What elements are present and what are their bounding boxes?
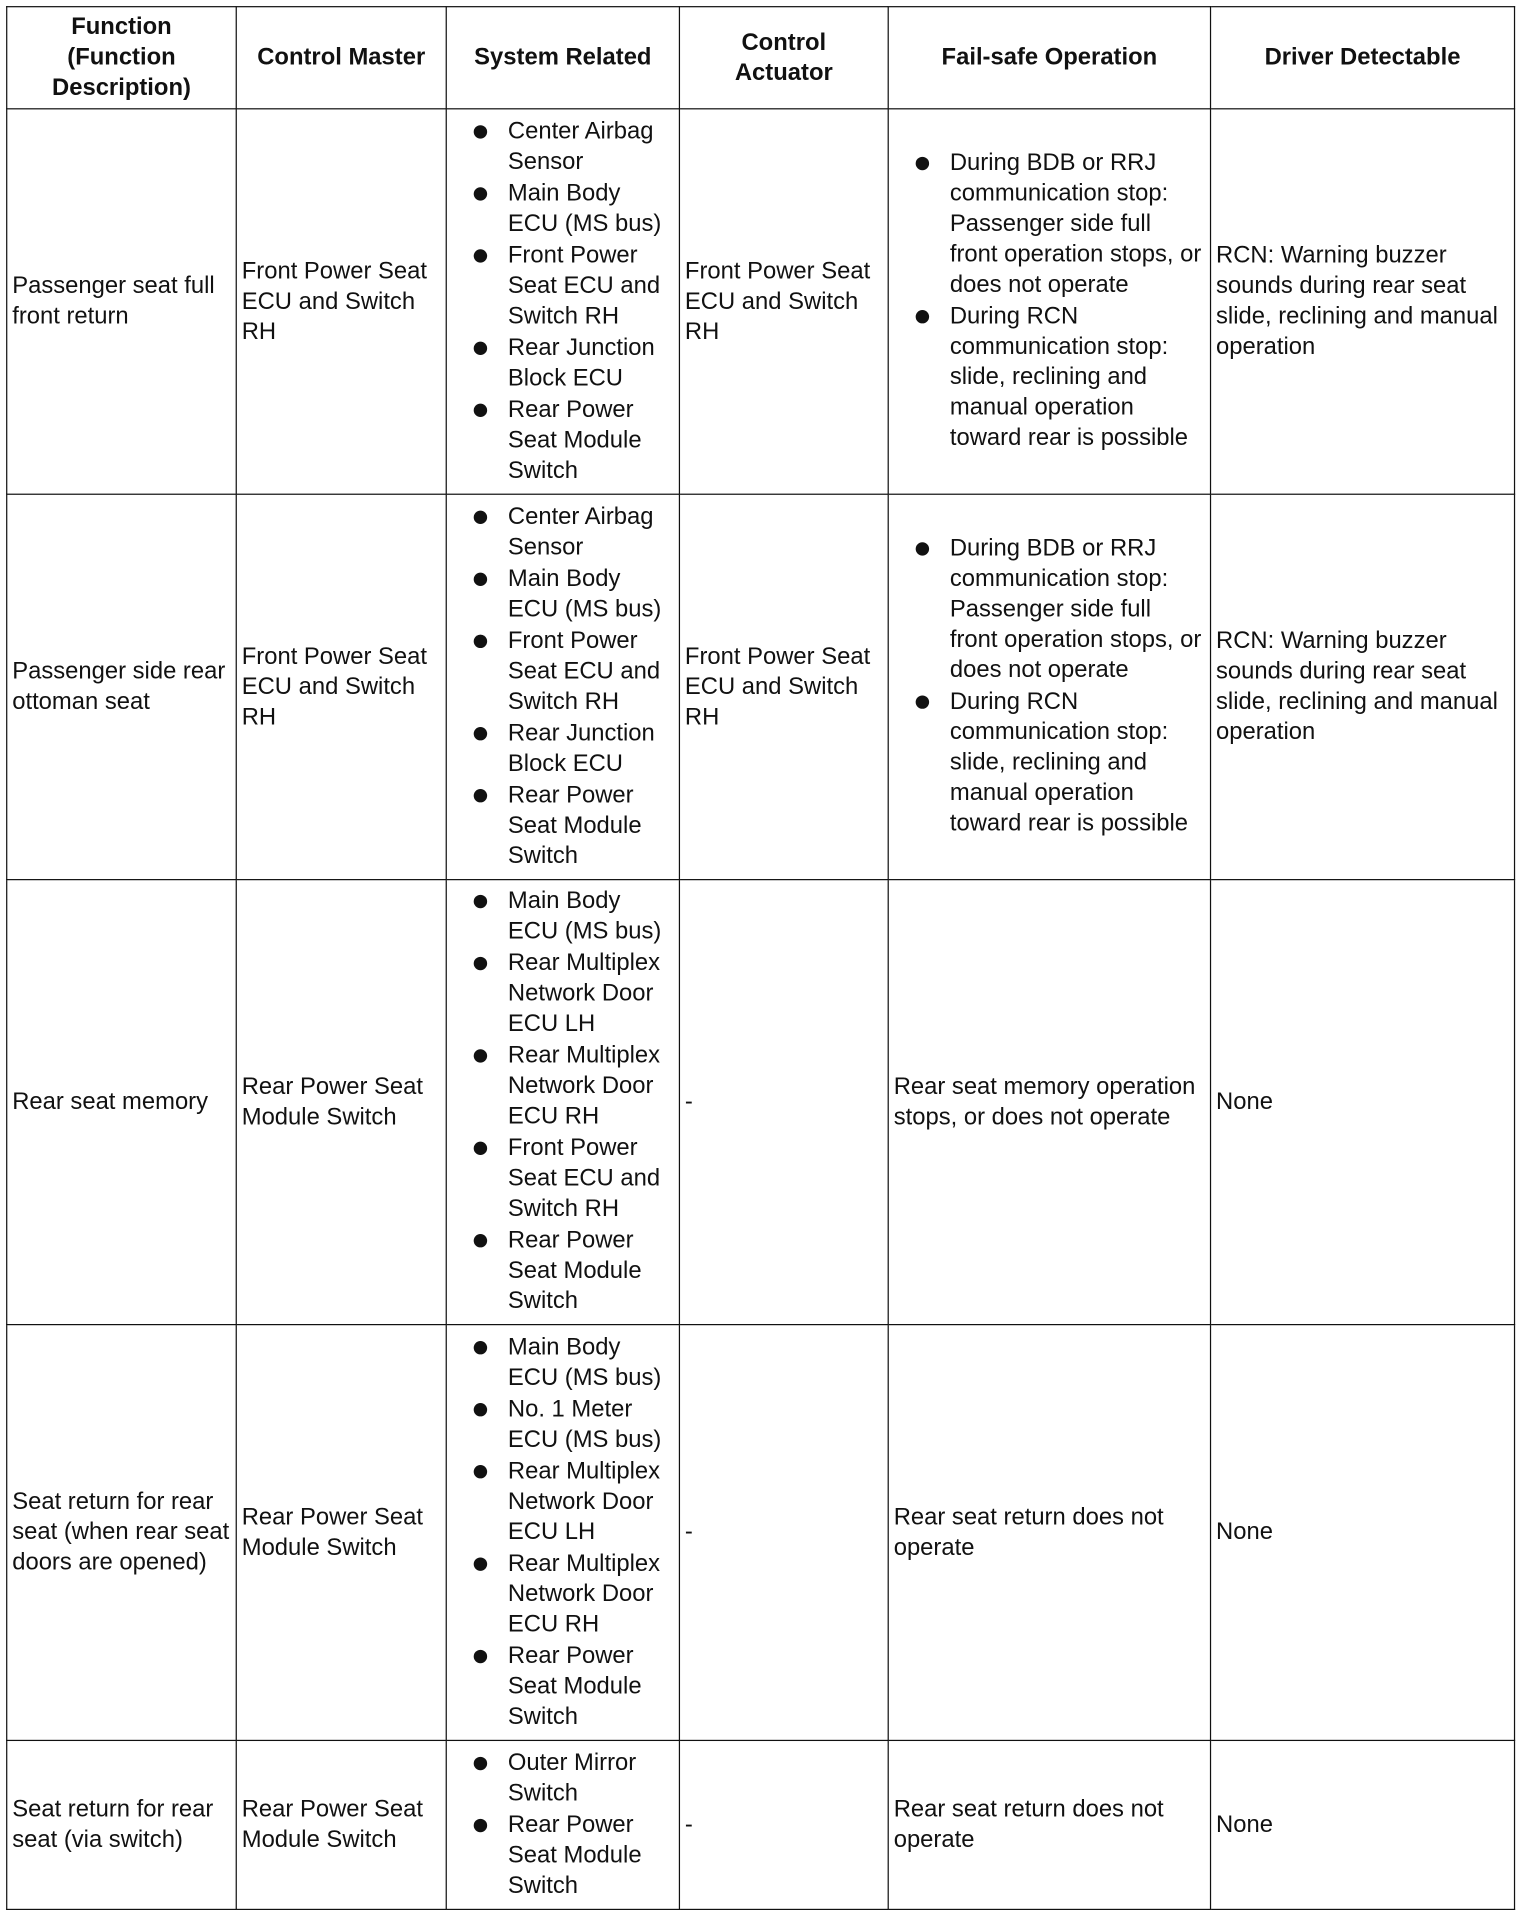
function-table bbox=[6, 6, 1515, 1910]
system-related-cell bbox=[446, 880, 679, 1325]
control-actuator-cell: - bbox=[679, 1325, 888, 1741]
bullet-icon bbox=[474, 1142, 487, 1155]
list-item: During RCN communication stop: slide, reclining and manual operation toward rear is possible bbox=[916, 302, 1205, 454]
control-master-cell: Front Power Seat ECU and Switch RH bbox=[236, 109, 446, 494]
fail-safe-cell bbox=[888, 494, 1210, 879]
driver-detectable-cell: RCN: Warning buzzer sounds during rear seat slide, reclining and manual operation bbox=[1211, 109, 1515, 494]
bullet-icon bbox=[474, 1756, 487, 1769]
table-row bbox=[7, 109, 1515, 494]
fail-safe-cell: Rear seat return does not operate bbox=[888, 1740, 1210, 1909]
list-item: Center Airbag Sensor bbox=[474, 116, 674, 177]
header-row bbox=[7, 7, 1515, 109]
fail-safe-cell: Rear seat memory operation stops, or does not operate bbox=[888, 880, 1210, 1325]
list-item: During BDB or RRJ communication stop: Passenger side full front operation stops, or does not operate bbox=[916, 534, 1205, 686]
bullet-icon bbox=[916, 310, 929, 323]
system-related-cell bbox=[446, 109, 679, 494]
bullet-icon bbox=[474, 125, 487, 138]
list-item: Main Body ECU (MS bus) bbox=[474, 886, 674, 947]
list-item: Rear Junction Block ECU bbox=[474, 718, 674, 779]
bullet-icon bbox=[474, 572, 487, 585]
header-control-master: Control Master bbox=[236, 7, 446, 109]
bullet-icon bbox=[474, 1049, 487, 1062]
header-function: Function (Function Description) bbox=[7, 7, 237, 109]
list-item: Main Body ECU (MS bus) bbox=[474, 178, 674, 239]
bullet-icon bbox=[474, 1818, 487, 1831]
bullet-icon bbox=[474, 895, 487, 908]
list-item: Rear Power Seat Module Switch bbox=[474, 780, 674, 871]
bullet-icon bbox=[474, 403, 487, 416]
list-item: During BDB or RRJ communication stop: Passenger side full front operation stops, or does not operate bbox=[916, 148, 1205, 300]
driver-detectable-cell: None bbox=[1211, 880, 1515, 1325]
list-item: Rear Power Seat Module Switch bbox=[474, 395, 674, 486]
function-cell: Seat return for rear seat (via switch) bbox=[7, 1740, 237, 1909]
list-item: Rear Power Seat Module Switch bbox=[474, 1641, 674, 1732]
driver-detectable-cell: None bbox=[1211, 1740, 1515, 1909]
bullet-icon bbox=[474, 249, 487, 262]
fail-safe-cell: Rear seat return does not operate bbox=[888, 1325, 1210, 1741]
table-row bbox=[7, 1325, 1515, 1741]
header-fail-safe: Fail-safe Operation bbox=[888, 7, 1210, 109]
list-item: Main Body ECU (MS bus) bbox=[474, 564, 674, 625]
bullet-icon bbox=[474, 788, 487, 801]
list-item: Front Power Seat ECU and Switch RH bbox=[474, 1133, 674, 1224]
header-system-related: System Related bbox=[446, 7, 679, 109]
control-actuator-cell: - bbox=[679, 1740, 888, 1909]
bullet-icon bbox=[916, 157, 929, 170]
bullet-icon bbox=[474, 1234, 487, 1247]
function-cell: Rear seat memory bbox=[7, 880, 237, 1325]
table-row bbox=[7, 880, 1515, 1325]
bullet-icon bbox=[474, 1649, 487, 1662]
bullet-icon bbox=[474, 1557, 487, 1570]
list-item: Front Power Seat ECU and Switch RH bbox=[474, 626, 674, 717]
control-master-cell: Rear Power Seat Module Switch bbox=[236, 1740, 446, 1909]
driver-detectable-cell: RCN: Warning buzzer sounds during rear seat slide, reclining and manual operation bbox=[1211, 494, 1515, 879]
list-item: Center Airbag Sensor bbox=[474, 502, 674, 563]
bullet-icon bbox=[916, 695, 929, 708]
list-item: Rear Multiplex Network Door ECU RH bbox=[474, 1041, 674, 1132]
bullet-icon bbox=[916, 542, 929, 555]
bullet-icon bbox=[474, 1402, 487, 1415]
list-item: Rear Multiplex Network Door ECU LH bbox=[474, 1456, 674, 1547]
list-item: Rear Multiplex Network Door ECU LH bbox=[474, 948, 674, 1039]
system-related-cell bbox=[446, 494, 679, 879]
system-related-cell bbox=[446, 1325, 679, 1741]
list-item: Rear Junction Block ECU bbox=[474, 333, 674, 394]
list-item: During RCN communication stop: slide, reclining and manual operation toward rear is possible bbox=[916, 687, 1205, 839]
bullet-icon bbox=[474, 957, 487, 970]
control-actuator-cell: - bbox=[679, 880, 888, 1325]
function-cell: Passenger seat full front return bbox=[7, 109, 237, 494]
control-master-cell: Rear Power Seat Module Switch bbox=[236, 880, 446, 1325]
bullet-icon bbox=[474, 726, 487, 739]
list-item: Rear Multiplex Network Door ECU RH bbox=[474, 1548, 674, 1639]
control-master-cell: Front Power Seat ECU and Switch RH bbox=[236, 494, 446, 879]
driver-detectable-cell: None bbox=[1211, 1325, 1515, 1741]
control-actuator-cell: Front Power Seat ECU and Switch RH bbox=[679, 494, 888, 879]
bullet-icon bbox=[474, 1464, 487, 1477]
function-cell: Passenger side rear ottoman seat bbox=[7, 494, 237, 879]
system-related-cell bbox=[446, 1740, 679, 1909]
header-driver-detectable: Driver Detectable bbox=[1211, 7, 1515, 109]
table-row bbox=[7, 1740, 1515, 1909]
list-item: Front Power Seat ECU and Switch RH bbox=[474, 240, 674, 331]
bullet-icon bbox=[474, 187, 487, 200]
list-item: Rear Power Seat Module Switch bbox=[474, 1810, 674, 1901]
function-cell: Seat return for rear seat (when rear seat doors are opened) bbox=[7, 1325, 237, 1741]
control-master-cell: Rear Power Seat Module Switch bbox=[236, 1325, 446, 1741]
list-item: Rear Power Seat Module Switch bbox=[474, 1226, 674, 1317]
bullet-icon bbox=[474, 510, 487, 523]
bullet-icon bbox=[474, 634, 487, 647]
bullet-icon bbox=[474, 341, 487, 354]
list-item: Main Body ECU (MS bus) bbox=[474, 1332, 674, 1393]
control-actuator-cell: Front Power Seat ECU and Switch RH bbox=[679, 109, 888, 494]
list-item: No. 1 Meter ECU (MS bus) bbox=[474, 1394, 674, 1455]
list-item: Outer Mirror Switch bbox=[474, 1748, 674, 1809]
header-control-actuator: Control Actuator bbox=[679, 7, 888, 109]
bullet-icon bbox=[474, 1340, 487, 1353]
fail-safe-cell bbox=[888, 109, 1210, 494]
table-row bbox=[7, 494, 1515, 879]
